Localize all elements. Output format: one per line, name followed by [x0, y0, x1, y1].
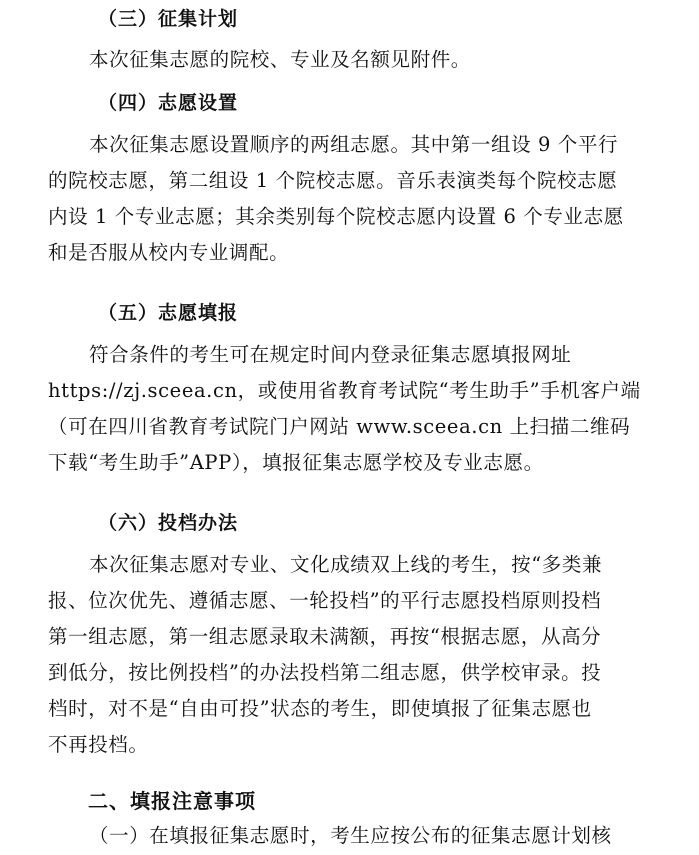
paragraph-submission-method — [48, 547, 666, 763]
paragraph-line: 本次征集志愿的院校、专业及名额见附件。 — [89, 48, 471, 71]
paragraph-line: 本次征集志愿对专业、文化成绩双上线的考生，按“多类兼 — [89, 553, 603, 576]
paragraph-line: https://zj.sceea.cn，或使用省教育考试院“考生助手”手机客户端 — [48, 379, 641, 402]
paragraph-line: 到低分，按比例投档”的办法投档第二组志愿，供学校审录。投 — [48, 661, 602, 684]
paragraph-line: 报、位次优先、遵循志愿、一轮投档”的平行志愿投档原则投档 — [48, 589, 602, 612]
paragraph-line: 下载“考生助手”APP），填报征集志愿学校及专业志愿。 — [48, 451, 544, 474]
part-title-filling-notes: 二、填报注意事项 — [88, 789, 256, 813]
paragraph-line: 不再投档。 — [48, 733, 149, 756]
paragraph-line: 第一组志愿，第一组志愿录取未满额，再按“根据志愿，从高分 — [48, 625, 602, 648]
paragraph-volunteer-setting — [48, 127, 666, 271]
section-title-volunteer-filling: （五）志愿填报 — [98, 302, 239, 324]
paragraph-line: 符合条件的考生可在规定时间内登录征集志愿填报网址 — [89, 343, 572, 366]
paragraph-line: （一）在填报征集志愿时，考生应按公布的征集志愿计划核 — [89, 824, 612, 847]
paragraph-volunteer-filling — [48, 337, 666, 481]
paragraph-line: （可在四川省教育考试院门户网站 www.sceea.cn 上扫描二维码 — [48, 415, 631, 438]
paragraph-collection-plan — [48, 42, 666, 78]
paragraph-filling-notes — [48, 818, 666, 854]
section-title-submission-method: （六）投档办法 — [98, 512, 239, 534]
section-title-collection-plan: （三）征集计划 — [98, 8, 239, 30]
paragraph-line: 档时，对不是“自由可投”状态的考生，即使填报了征集志愿也 — [48, 697, 592, 720]
paragraph-line: 的院校志愿，第二组设 1 个院校志愿。音乐表演类每个院校志愿 — [48, 169, 618, 192]
paragraph-line: 本次征集志愿设置顺序的两组志愿。其中第一组设 9 个平行 — [89, 133, 619, 156]
paragraph-line: 和是否服从校内专业调配。 — [48, 241, 290, 264]
paragraph-line: 内设 1 个专业志愿；其余类别每个院校志愿内设置 6 个专业志愿 — [48, 205, 624, 228]
section-title-volunteer-setting: （四）志愿设置 — [98, 92, 239, 114]
